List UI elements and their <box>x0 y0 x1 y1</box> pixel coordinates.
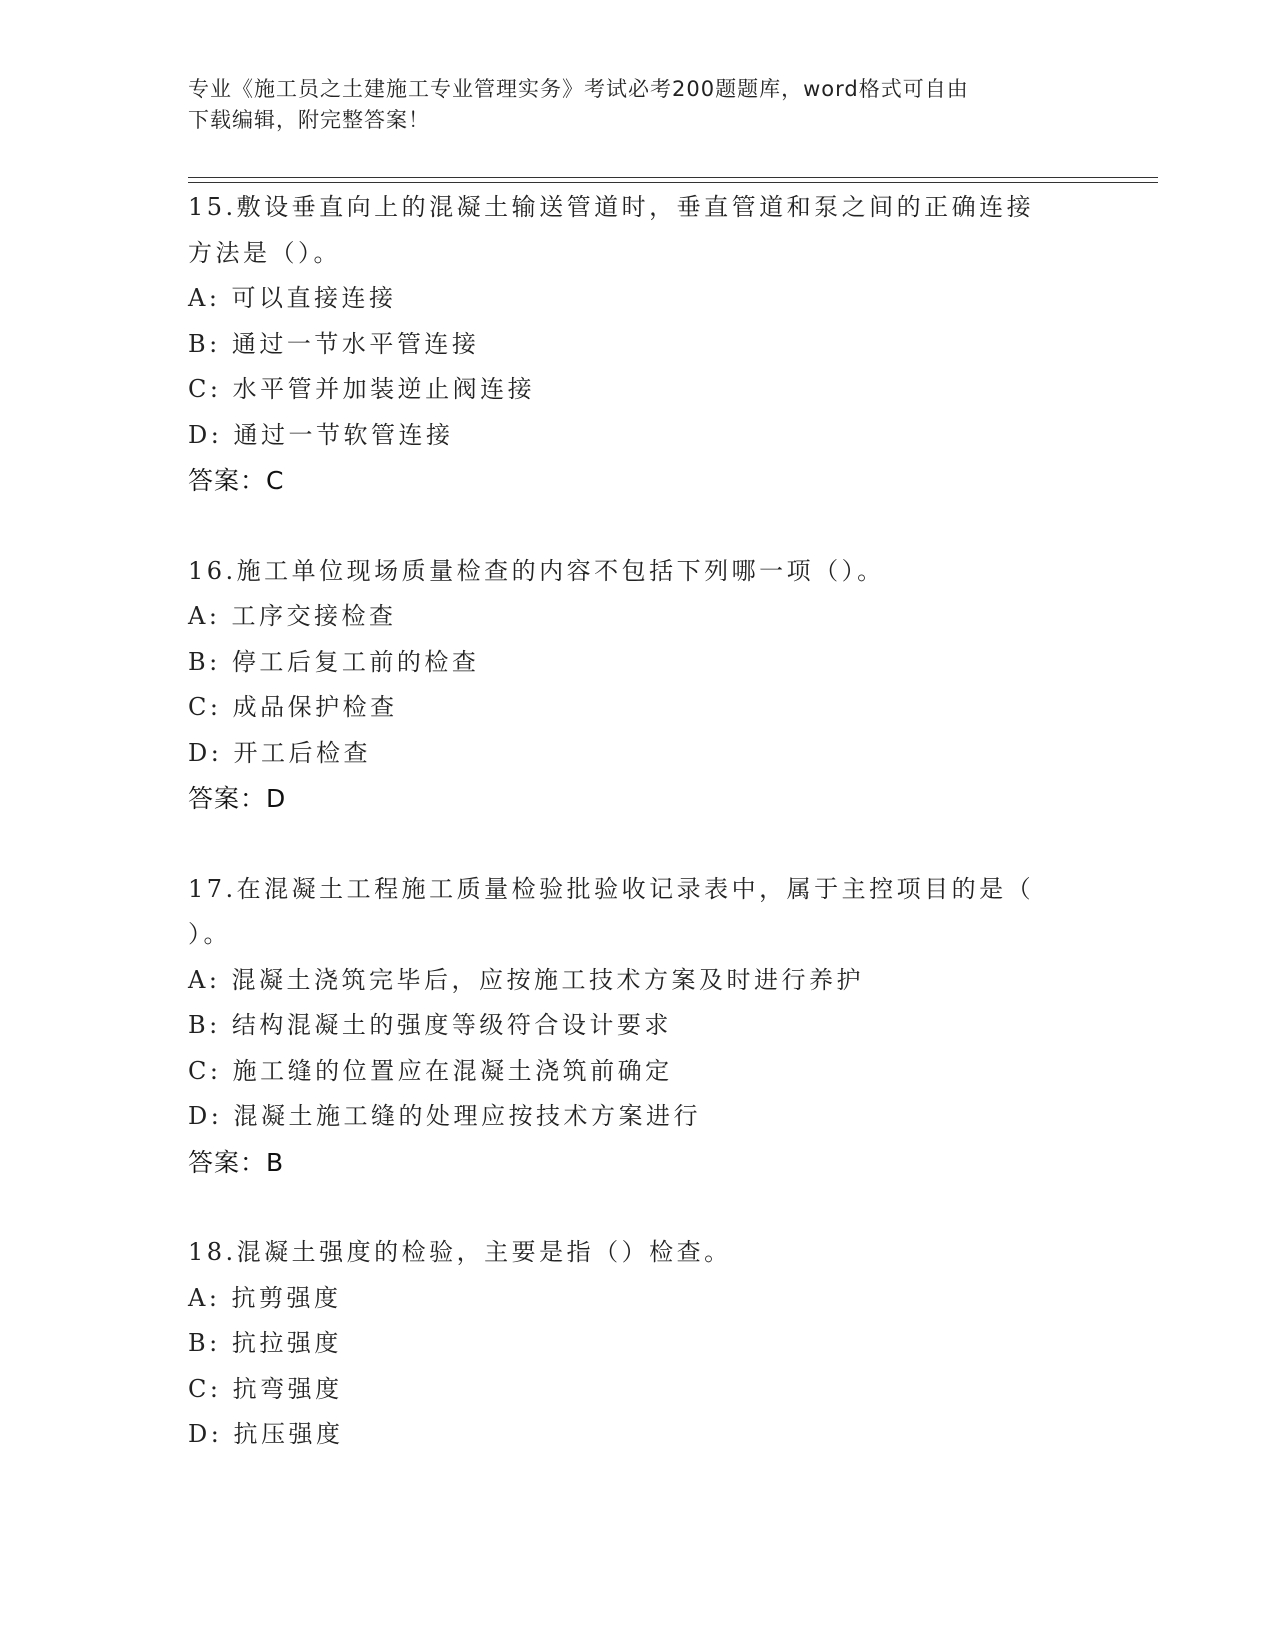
question-stem-line: 17.在混凝土工程施工质量检验批验收记录表中，属于主控项目的是（ <box>188 874 1035 903</box>
question-stem <box>188 1230 1068 1276</box>
answer-line: 答案：D <box>188 784 287 813</box>
option-d: D: 混凝土施工缝的处理应按技术方案进行 <box>188 1102 701 1130</box>
option-b: B: 通过一节水平管连接 <box>188 329 480 358</box>
question-stem-line: 16.施工单位现场质量检查的内容不包括下列哪一项（）。 <box>188 556 885 585</box>
option-a: A: 可以直接连接 <box>188 284 397 312</box>
option-d: D: 抗压强度 <box>188 1420 344 1448</box>
option-a: A: 混凝土浇筑完毕后，应按施工技术方案及时进行养护 <box>188 965 865 994</box>
question-16 <box>188 549 1088 822</box>
option-b: B: 结构混凝土的强度等级符合设计要求 <box>188 1011 672 1039</box>
question-stem-line: ）。 <box>188 920 231 948</box>
option-b: B: 停工后复工前的检查 <box>188 647 480 676</box>
option-d: D: 开工后检查 <box>188 738 371 767</box>
question-stem-line: 方法是（）。 <box>188 238 341 267</box>
option-c: C: 抗弯强度 <box>188 1374 343 1403</box>
option-c: C: 水平管并加装逆止阀连接 <box>188 375 536 403</box>
option-c: C: 施工缝的位置应在混凝土浇筑前确定 <box>188 1056 673 1085</box>
question-stem-line: 18.混凝土强度的检验，主要是指（）检查。 <box>188 1238 732 1266</box>
question-stem-line: 15.敷设垂直向上的混凝土输送管道时，垂直管道和泵之间的正确连接 <box>188 193 1035 221</box>
option-a: A: 抗剪强度 <box>188 1283 342 1312</box>
header-line-2: 下载编辑，附完整答案！ <box>188 108 430 132</box>
answer-line: 答案：C <box>188 466 285 495</box>
answer-line: 答案：B <box>188 1147 285 1177</box>
option-b: B: 抗拉强度 <box>188 1329 342 1357</box>
option-d: D: 通过一节软管连接 <box>188 420 454 449</box>
question-17 <box>188 867 1088 1186</box>
option-a: A: 工序交接检查 <box>188 602 397 630</box>
question-15 <box>188 185 1088 504</box>
document-header <box>188 74 1068 136</box>
question-list <box>188 185 1088 1503</box>
header-divider-bottom <box>188 182 1158 183</box>
header-line-1: 专业《施工员之土建施工专业管理实务》考试必考200题题库，word格式可自由 <box>188 77 969 101</box>
question-stem <box>188 549 1068 595</box>
question-stem <box>188 185 1068 276</box>
question-stem <box>188 867 1068 958</box>
question-18 <box>188 1230 1088 1458</box>
option-c: C: 成品保护检查 <box>188 693 398 721</box>
header-divider-top <box>188 177 1158 178</box>
